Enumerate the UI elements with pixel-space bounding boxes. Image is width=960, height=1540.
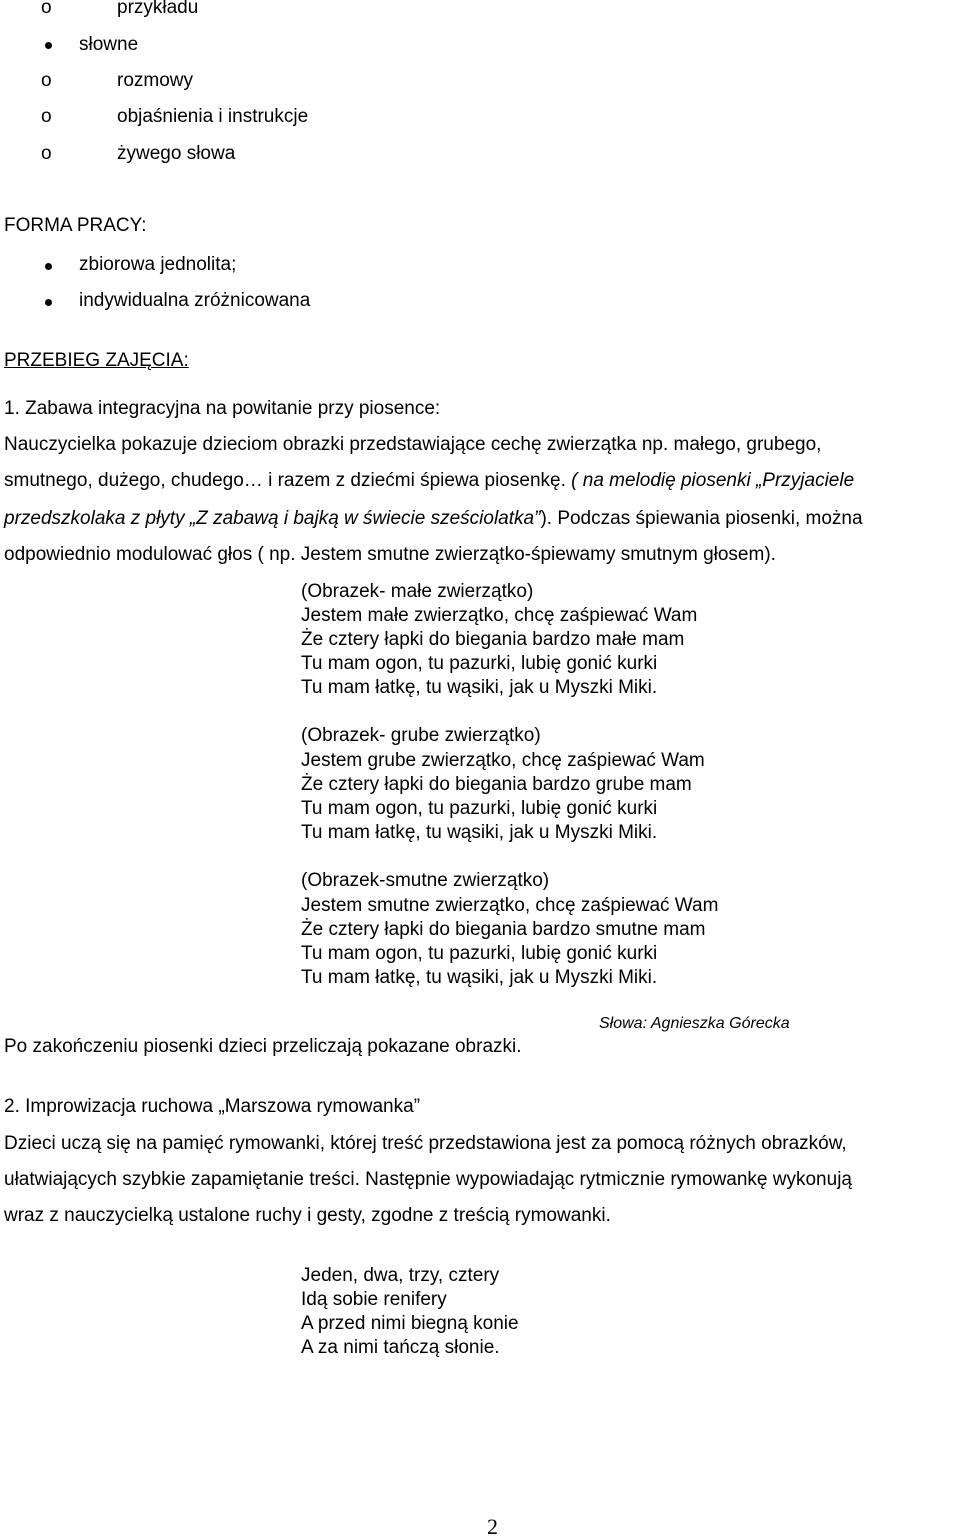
- verse-line: Tu mam łatkę, tu wąsiki, jak u Myszki Miki.: [301, 677, 658, 698]
- section1-italic-text: ( na melodię piosenki „Przyjaciele: [571, 470, 855, 491]
- list-item: rozmowy: [117, 70, 194, 91]
- verse-line: Że cztery łapki do biegania bardzo smutne mam: [301, 919, 706, 940]
- verse-line: Tu mam łatkę, tu wąsiki, jak u Myszki Miki.: [301, 967, 658, 988]
- section1-text-line: [4, 508, 863, 530]
- verse-line: Że cztery łapki do biegania bardzo grube mam: [301, 774, 692, 795]
- list-item: indywidualna zróżnicowana: [79, 290, 311, 311]
- section2-text-line: ułatwiających szybkie zapamiętanie treści. Następnie wypowiadając rytmicznie rymowankę wykonują: [4, 1169, 852, 1190]
- list-marker-o: o: [41, 143, 52, 164]
- verse-line: Jestem smutne zwierzątko, chcę zaśpiewać Wam: [301, 895, 719, 916]
- verse-title: (Obrazek- małe zwierzątko): [301, 581, 534, 602]
- rhyme-line: Idą sobie renifery: [301, 1289, 447, 1310]
- verse-line: Że cztery łapki do biegania bardzo małe mam: [301, 629, 685, 650]
- page-number: 2: [487, 1514, 498, 1539]
- list-marker-o: o: [41, 0, 52, 18]
- verse-title: (Obrazek- grube zwierzątko): [301, 725, 541, 746]
- verse-line: Tu mam łatkę, tu wąsiki, jak u Myszki Miki.: [301, 822, 658, 843]
- section1-text-line: odpowiednio modulować głos ( np. Jestem smutne zwierzątko-śpiewamy smutnym głosem).: [4, 544, 776, 565]
- section2-text-line: Dzieci uczą się na pamięć rymowanki, której treść przedstawiona jest za pomocą różnych obrazków,: [4, 1133, 847, 1154]
- forma-heading: FORMA PRACY:: [4, 215, 147, 236]
- verse-line: Tu mam ogon, tu pazurki, lubię gonić kurki: [301, 943, 658, 964]
- verse-line: Jestem grube zwierzątko, chcę zaśpiewać Wam: [301, 750, 705, 771]
- list-item: żywego słowa: [117, 143, 236, 164]
- bullet-icon: [45, 42, 52, 49]
- list-item: słowne: [79, 34, 139, 55]
- list-marker-o: o: [41, 106, 52, 127]
- list-item: przykładu: [117, 0, 199, 18]
- list-marker-o: o: [41, 70, 52, 91]
- section1-text-line: Nauczycielka pokazuje dzieciom obrazki przedstawiające cechę zwierzątka np. małego, grubego,: [4, 434, 822, 455]
- after-song-text: Po zakończeniu piosenki dzieci przeliczają pokazane obrazki.: [4, 1036, 522, 1057]
- section1-text: smutnego, dużego, chudego… i razem z dziećmi śpiewa piosenkę.: [4, 470, 566, 491]
- section1-text-line: [4, 470, 854, 492]
- section2-text-line: wraz z nauczycielką ustalone ruchy i gesty, zgodne z treścią rymowanki.: [4, 1205, 611, 1226]
- section1-text: ). Podczas śpiewania piosenki, można: [540, 508, 863, 529]
- section2-heading: 2. Improwizacja ruchowa „Marszowa rymowanka”: [4, 1096, 421, 1117]
- verse-line: Tu mam ogon, tu pazurki, lubię gonić kurki: [301, 653, 658, 674]
- bullet-icon: [45, 263, 52, 270]
- rhyme-line: Jeden, dwa, trzy, cztery: [301, 1265, 500, 1286]
- verse-title: (Obrazek-smutne zwierzątko): [301, 870, 550, 891]
- verse-line: Tu mam ogon, tu pazurki, lubię gonić kurki: [301, 798, 658, 819]
- song-credit: Słowa: Agnieszka Górecka: [599, 1015, 790, 1032]
- list-item: zbiorowa jednolita;: [79, 254, 237, 275]
- rhyme-line: A przed nimi biegną konie: [301, 1313, 519, 1334]
- bullet-icon: [45, 299, 52, 306]
- rhyme-line: A za nimi tańczą słonie.: [301, 1337, 500, 1358]
- section1-italic-text: przedszkolaka z płyty „Z zabawą i bajką w świecie sześciolatka”: [4, 508, 541, 529]
- przebieg-heading: PRZEBIEG ZAJĘCIA:: [4, 350, 189, 371]
- verse-line: Jestem małe zwierzątko, chcę zaśpiewać Wam: [301, 605, 698, 626]
- section1-heading: 1. Zabawa integracyjna na powitanie przy piosence:: [4, 398, 441, 419]
- list-item: objaśnienia i instrukcje: [117, 106, 309, 127]
